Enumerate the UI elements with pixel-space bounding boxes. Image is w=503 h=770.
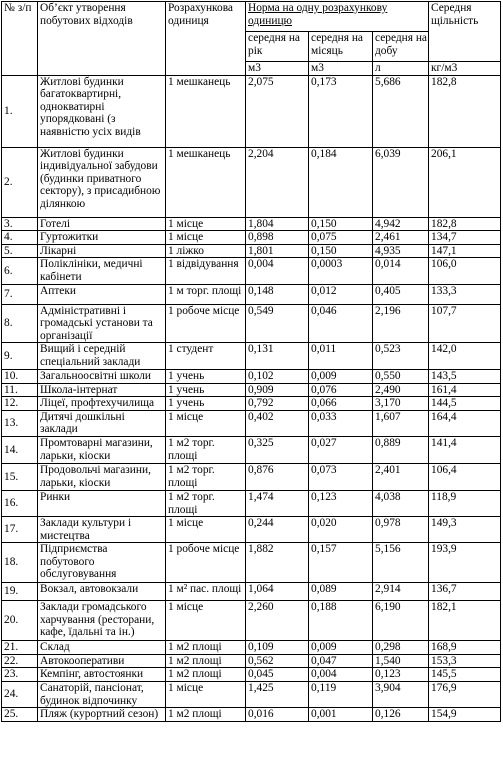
table-row <box>2 641 501 655</box>
row-unit: 1 м2 торг. площі <box>166 463 246 490</box>
row-day: 5,686 <box>373 75 429 147</box>
row-month: 0,075 <box>309 231 373 245</box>
table-row <box>2 543 501 583</box>
row-number: 8. <box>2 304 38 343</box>
row-object: Кемпінг, автостоянки <box>38 668 166 682</box>
row-year: 1,474 <box>246 490 309 516</box>
row-density: 193,9 <box>429 543 501 583</box>
table-row <box>2 668 501 682</box>
row-year: 0,131 <box>246 343 309 369</box>
table-row <box>2 284 501 304</box>
row-unit: 1 м2 площі <box>166 654 246 668</box>
table-body <box>2 75 501 721</box>
row-unit: 1 мешканець <box>166 147 246 217</box>
row-object: Загальноосвітні школи <box>38 369 166 383</box>
row-density: 164,4 <box>429 410 501 436</box>
row-unit: 1 місце <box>166 410 246 436</box>
header-norm-text: Норма на одну розрахункову одиницю <box>248 2 388 27</box>
row-density: 118,9 <box>429 490 501 516</box>
row-object: Промтоварні магазини, ларьки, кіоски <box>38 436 166 463</box>
row-object: Санаторій, пансіонат, будинок відпочинку <box>38 682 166 708</box>
row-unit: 1 учень <box>166 383 246 397</box>
row-day: 6,190 <box>373 601 429 641</box>
row-object: Готелі <box>38 217 166 231</box>
table-row <box>2 517 501 543</box>
row-object: Поліклініки, медичні кабінети <box>38 258 166 284</box>
row-unit: 1 місце <box>166 682 246 708</box>
table-row <box>2 147 501 217</box>
row-object: Заклади культури і мистецтва <box>38 517 166 543</box>
row-month: 0,173 <box>309 75 373 147</box>
units-year: м3 <box>246 62 309 76</box>
row-day: 2,914 <box>373 583 429 601</box>
row-month: 0,046 <box>309 304 373 343</box>
row-month: 0,157 <box>309 543 373 583</box>
row-object: Житлові будинки індивідуальної забудови (будинки приватного сектору), з присадибною ділянкою <box>38 147 166 217</box>
row-year: 0,562 <box>246 654 309 668</box>
row-number: 19. <box>2 583 38 601</box>
row-month: 0,047 <box>309 654 373 668</box>
row-density: 182,8 <box>429 75 501 147</box>
row-density: 145,5 <box>429 668 501 682</box>
table-row <box>2 217 501 231</box>
row-unit: 1 студент <box>166 343 246 369</box>
row-unit: 1 місце <box>166 231 246 245</box>
row-object: Аптеки <box>38 284 166 304</box>
header-unit: Розрахункова одиниця <box>166 2 246 76</box>
table-row <box>2 75 501 147</box>
row-object: Автокооперативи <box>38 654 166 668</box>
row-number: 6. <box>2 258 38 284</box>
row-unit: 1 учень <box>166 397 246 411</box>
row-day: 4,935 <box>373 244 429 258</box>
row-number: 23. <box>2 668 38 682</box>
row-unit: 1 місце <box>166 601 246 641</box>
row-object: Підприємства побутового обслуговування <box>38 543 166 583</box>
row-year: 1,882 <box>246 543 309 583</box>
row-density: 133,3 <box>429 284 501 304</box>
table-row <box>2 231 501 245</box>
row-year: 0,876 <box>246 463 309 490</box>
row-month: 0,001 <box>309 708 373 722</box>
row-month: 0,011 <box>309 343 373 369</box>
table-row <box>2 258 501 284</box>
row-year: 1,804 <box>246 217 309 231</box>
subheader-month: середня на місяць <box>309 32 373 62</box>
row-number: 11. <box>2 383 38 397</box>
row-year: 0,102 <box>246 369 309 383</box>
row-day: 0,126 <box>373 708 429 722</box>
row-number: 25. <box>2 708 38 722</box>
row-number: 15. <box>2 463 38 490</box>
table-row <box>2 708 501 722</box>
row-month: 0,184 <box>309 147 373 217</box>
row-number: 7. <box>2 284 38 304</box>
row-day: 0,014 <box>373 258 429 284</box>
row-object: Адміністративні і громадські установи та організації <box>38 304 166 343</box>
row-month: 0,009 <box>309 369 373 383</box>
row-density: 153,3 <box>429 654 501 668</box>
row-object: Лікарні <box>38 244 166 258</box>
row-number: 14. <box>2 436 38 463</box>
row-day: 3,904 <box>373 682 429 708</box>
row-density: 134,7 <box>429 231 501 245</box>
row-density: 154,9 <box>429 708 501 722</box>
row-year: 0,402 <box>246 410 309 436</box>
header-norm <box>246 2 429 32</box>
row-number: 20. <box>2 601 38 641</box>
table-row <box>2 601 501 641</box>
table-row <box>2 410 501 436</box>
row-density: 142,0 <box>429 343 501 369</box>
row-day: 0,298 <box>373 641 429 655</box>
table-row <box>2 654 501 668</box>
row-day: 0,123 <box>373 668 429 682</box>
row-number: 4. <box>2 231 38 245</box>
row-year: 0,244 <box>246 517 309 543</box>
row-month: 0,150 <box>309 217 373 231</box>
row-object: Склад <box>38 641 166 655</box>
row-year: 0,325 <box>246 436 309 463</box>
table-row <box>2 244 501 258</box>
row-unit: 1 місце <box>166 217 246 231</box>
row-year: 0,549 <box>246 304 309 343</box>
row-month: 0,027 <box>309 436 373 463</box>
row-object: Пляж (курортний сезон) <box>38 708 166 722</box>
table-row <box>2 583 501 601</box>
subheader-year: середня на рік <box>246 32 309 62</box>
row-year: 2,075 <box>246 75 309 147</box>
row-year: 0,004 <box>246 258 309 284</box>
row-number: 22. <box>2 654 38 668</box>
row-day: 0,889 <box>373 436 429 463</box>
header-number: № з/п <box>2 2 38 76</box>
row-month: 0,188 <box>309 601 373 641</box>
units-month: м3 <box>309 62 373 76</box>
row-day: 2,461 <box>373 231 429 245</box>
row-day: 0,405 <box>373 284 429 304</box>
row-year: 0,909 <box>246 383 309 397</box>
header-density: Середня щільність <box>429 2 501 62</box>
table-row <box>2 490 501 516</box>
row-object: Житлові будинки багатоквартирні, однокватирні упорядковані (з наявністю усіх видів <box>38 75 166 147</box>
row-unit: 1 мешканець <box>166 75 246 147</box>
row-month: 0,089 <box>309 583 373 601</box>
table-row <box>2 397 501 411</box>
row-density: 206,1 <box>429 147 501 217</box>
row-year: 0,792 <box>246 397 309 411</box>
row-day: 0,978 <box>373 517 429 543</box>
row-day: 3,170 <box>373 397 429 411</box>
row-year: 0,109 <box>246 641 309 655</box>
row-density: 107,7 <box>429 304 501 343</box>
row-year: 1,425 <box>246 682 309 708</box>
row-day: 2,490 <box>373 383 429 397</box>
row-unit: 1 відвідування <box>166 258 246 284</box>
row-year: 2,260 <box>246 601 309 641</box>
row-density: 176,9 <box>429 682 501 708</box>
row-unit: 1 робоче місце <box>166 304 246 343</box>
row-day: 4,942 <box>373 217 429 231</box>
header-object: Об’єкт утворення побутових відходів <box>38 2 166 76</box>
row-month: 0,066 <box>309 397 373 411</box>
row-number: 21. <box>2 641 38 655</box>
row-day: 0,523 <box>373 343 429 369</box>
row-object: Вокзал, автовокзали <box>38 583 166 601</box>
row-year: 1,801 <box>246 244 309 258</box>
row-unit: 1 м2 площі <box>166 668 246 682</box>
row-density: 168,9 <box>429 641 501 655</box>
row-number: 24. <box>2 682 38 708</box>
row-day: 2,401 <box>373 463 429 490</box>
row-object: Ліцеї, профтехучилища <box>38 397 166 411</box>
row-number: 10. <box>2 369 38 383</box>
row-unit: 1 м торг. площі <box>166 284 246 304</box>
row-object: Школа-інтернат <box>38 383 166 397</box>
row-density: 141,4 <box>429 436 501 463</box>
row-number: 3. <box>2 217 38 231</box>
row-number: 18. <box>2 543 38 583</box>
row-month: 0,020 <box>309 517 373 543</box>
row-unit: 1 м2 торг. площі <box>166 436 246 463</box>
row-density: 182,8 <box>429 217 501 231</box>
table-row <box>2 682 501 708</box>
row-month: 0,119 <box>309 682 373 708</box>
row-number: 17. <box>2 517 38 543</box>
row-unit: 1 ліжко <box>166 244 246 258</box>
row-month: 0,012 <box>309 284 373 304</box>
units-density: кг/м3 <box>429 62 501 76</box>
waste-norms-table <box>1 1 501 722</box>
row-density: 144,5 <box>429 397 501 411</box>
row-day: 1,607 <box>373 410 429 436</box>
row-number: 12. <box>2 397 38 411</box>
row-month: 0,004 <box>309 668 373 682</box>
row-unit: 1 учень <box>166 369 246 383</box>
row-month: 0,076 <box>309 383 373 397</box>
row-year: 2,204 <box>246 147 309 217</box>
subheader-day: середня на добу <box>373 32 429 62</box>
row-unit: 1 місце <box>166 517 246 543</box>
row-density: 182,1 <box>429 601 501 641</box>
row-day: 1,540 <box>373 654 429 668</box>
row-month: 0,009 <box>309 641 373 655</box>
row-unit: 1 м2 площі <box>166 708 246 722</box>
row-number: 9. <box>2 343 38 369</box>
row-unit: 1 м² пас. площі <box>166 583 246 601</box>
table-row <box>2 343 501 369</box>
row-unit: 1 робоче місце <box>166 543 246 583</box>
row-year: 0,045 <box>246 668 309 682</box>
row-number: 16. <box>2 490 38 516</box>
row-object: Дитячі дошкільні заклади <box>38 410 166 436</box>
row-unit: 1 м2 торг. площі <box>166 490 246 516</box>
row-year: 0,898 <box>246 231 309 245</box>
units-day: л <box>373 62 429 76</box>
row-month: 0,073 <box>309 463 373 490</box>
row-year: 0,016 <box>246 708 309 722</box>
row-density: 143,5 <box>429 369 501 383</box>
table-row <box>2 304 501 343</box>
table-row <box>2 369 501 383</box>
row-object: Заклади громадського харчування (ресторани, кафе, їдальні та ін.) <box>38 601 166 641</box>
row-year: 0,148 <box>246 284 309 304</box>
row-number: 13. <box>2 410 38 436</box>
row-day: 2,196 <box>373 304 429 343</box>
row-object: Продовольчі магазини, ларьки, кіоски <box>38 463 166 490</box>
row-number: 2. <box>2 147 38 217</box>
row-day: 5,156 <box>373 543 429 583</box>
row-density: 106,0 <box>429 258 501 284</box>
row-object: Вищий і середній спеціальний заклади <box>38 343 166 369</box>
row-density: 147,1 <box>429 244 501 258</box>
row-density: 106,4 <box>429 463 501 490</box>
row-density: 136,7 <box>429 583 501 601</box>
row-object: Гуртожитки <box>38 231 166 245</box>
row-number: 5. <box>2 244 38 258</box>
header-row <box>2 2 501 32</box>
row-object: Ринки <box>38 490 166 516</box>
table-row <box>2 463 501 490</box>
row-day: 0,550 <box>373 369 429 383</box>
row-density: 161,4 <box>429 383 501 397</box>
table-row <box>2 383 501 397</box>
row-density: 149,3 <box>429 517 501 543</box>
row-year: 1,064 <box>246 583 309 601</box>
row-day: 6,039 <box>373 147 429 217</box>
row-month: 0,123 <box>309 490 373 516</box>
row-number: 1. <box>2 75 38 147</box>
row-day: 4,038 <box>373 490 429 516</box>
row-month: 0,033 <box>309 410 373 436</box>
row-unit: 1 м2 площі <box>166 641 246 655</box>
table-row <box>2 436 501 463</box>
row-month: 0,150 <box>309 244 373 258</box>
row-month: 0,0003 <box>309 258 373 284</box>
